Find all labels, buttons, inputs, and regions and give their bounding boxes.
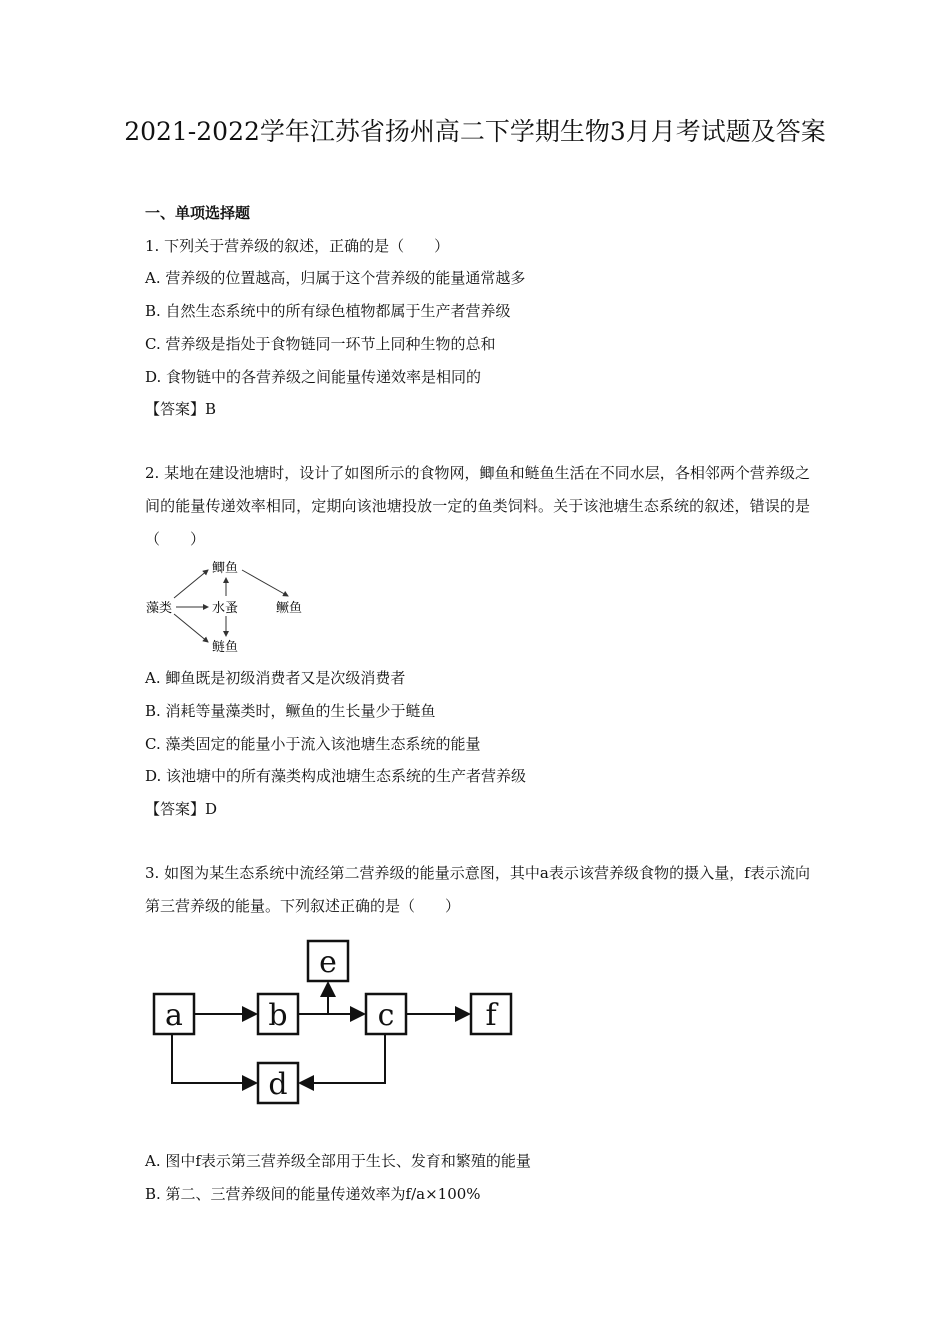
q1-option-b: B. 自然生态系统中的所有绿色植物都属于生产者营养级 [145,302,511,320]
arrow-algae-silver [174,614,208,642]
q1-option-a: A. 营养级的位置越高，归属于这个营养级的能量通常越多 [145,269,526,287]
arrow-algae-crucian [174,570,208,598]
arrow-c-d [300,1034,385,1083]
q1-answer: 【答案】B [145,400,217,418]
q2-stem: 2. 某地在建设池塘时，设计了如图所示的食物网，鲫鱼和鲢鱼生活在不同水层，各相邻两个营养级之间的能量传递效率相同，定期向该池塘投放一定的鱼类饲料。关于该池塘生态系统的叙述，错误的是（ ） [145,464,810,548]
node-mandarin: 鳜鱼 [276,601,303,616]
label-c: c [377,998,395,1033]
document-title: 2021-2022学年江苏省扬州高二下学期生物3月月考试题及答案 [124,117,826,146]
node-crucian: 鲫鱼 [212,561,239,576]
q1-option-d: D. 食物链中的各营养级之间能量传递效率是相同的 [145,368,482,386]
arrow-a-d [172,1034,256,1083]
q3-stem: 3. 如图为某生态系统中流经第二营养级的能量示意图，其中a表示该营养级食物的摄入量，f表示流向第三营养级的能量。下列叙述正确的是（ ） [145,864,810,915]
node-flea: 水蚤 [212,601,239,616]
arrow-crucian-mandarin [242,570,288,596]
q3-option-a: A. 图中f表示第三营养级全部用于生长、发育和繁殖的能量 [145,1152,531,1170]
label-e: e [319,945,337,980]
node-silver: 鲢鱼 [212,640,239,655]
label-a: a [165,998,183,1033]
q1-option-c: C. 营养级是指处于食物链同一环节上同种生物的总和 [145,335,496,353]
label-d: d [268,1067,288,1102]
q2-option-a: A. 鲫鱼既是初级消费者又是次级消费者 [145,669,406,687]
q3-option-b: B. 第二、三营养级间的能量传递效率为f/a×100% [145,1185,481,1203]
q2-option-d: D. 该池塘中的所有藻类构成池塘生态系统的生产者营养级 [145,767,527,785]
energy-flow-diagram [145,935,525,1110]
food-web-diagram [140,556,330,656]
q2-option-c: C. 藻类固定的能量小于流入该池塘生态系统的能量 [145,735,481,753]
q1-stem: 1. 下列关于营养级的叙述，正确的是（ ） [145,237,450,255]
q2-answer: 【答案】D [145,800,218,818]
section-heading: 一、单项选择题 [145,204,251,222]
node-algae: 藻类 [146,601,173,616]
label-b: b [268,998,288,1033]
label-f: f [485,998,497,1033]
q2-option-b: B. 消耗等量藻类时，鳜鱼的生长量少于鲢鱼 [145,702,436,720]
